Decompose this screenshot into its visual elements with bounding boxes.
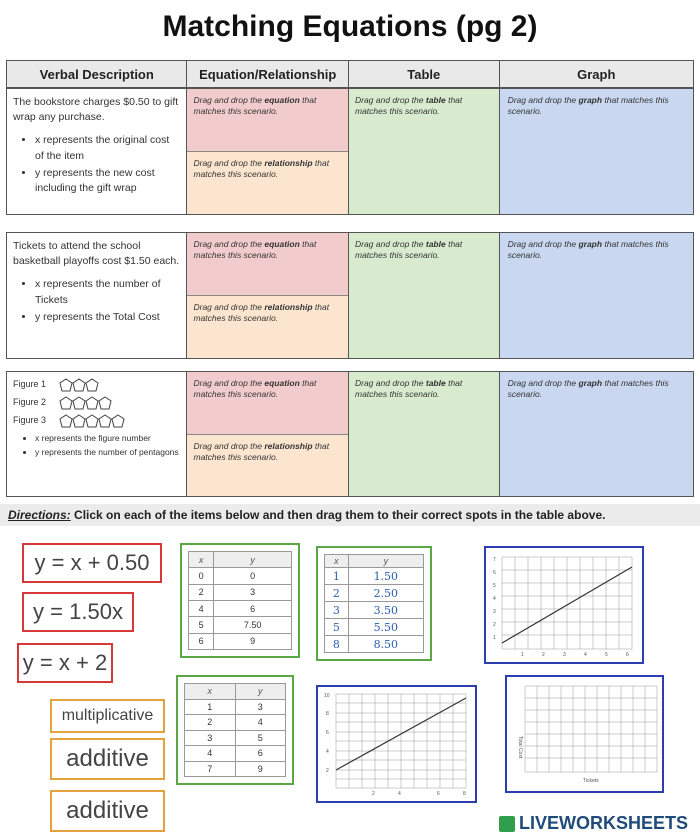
y-axis-label: Total Cost xyxy=(517,736,523,759)
verbal-description-1 xyxy=(7,89,187,214)
scenario-row-3 xyxy=(6,371,694,497)
svg-text:6: 6 xyxy=(326,730,329,736)
scenario-row-1 xyxy=(6,88,694,215)
svg-text:2: 2 xyxy=(493,622,496,628)
table-row: 2 3 xyxy=(189,584,292,600)
table-drop-zone-2[interactable]: Drag and drop the table that matches this scenario. xyxy=(349,233,500,358)
table-row: 0 0 xyxy=(189,568,292,584)
table-row: 4 6 xyxy=(189,600,292,616)
svg-text:4: 4 xyxy=(584,652,587,658)
bullet-item: • y represents the number of pentagons xyxy=(35,446,180,458)
relationship-card-1[interactable]: multiplicative xyxy=(50,699,165,733)
line-graph-1 xyxy=(490,551,638,659)
equation-relationship-column xyxy=(187,233,349,358)
svg-text:6: 6 xyxy=(493,570,496,576)
svg-text:2: 2 xyxy=(542,652,545,658)
svg-text:8: 8 xyxy=(463,791,466,797)
figure-line xyxy=(13,396,180,410)
table-row: 5 5.50 xyxy=(325,619,424,636)
table-drop-zone-3[interactable]: Drag and drop the table that matches this scenario. xyxy=(349,372,500,496)
equation-relationship-column xyxy=(187,372,349,496)
bullet-item: • x represents the original cost of the item xyxy=(35,133,180,163)
svg-text:4: 4 xyxy=(493,596,496,602)
table-row: 3 5 xyxy=(185,730,286,746)
relationship-drop-zone-3[interactable]: Drag and drop the relationship that matches this scenario. xyxy=(187,435,348,497)
equation-drop-zone-3[interactable]: Drag and drop the equation that matches this scenario. xyxy=(187,372,348,435)
graph-card-2[interactable] xyxy=(316,685,477,803)
verbal-description-2 xyxy=(7,233,187,358)
equation-card-3[interactable]: y = x + 2 xyxy=(17,643,113,683)
scenario-text: The bookstore charges $0.50 to gift wrap any purchase. xyxy=(13,96,179,124)
figure-label: Figure 3 xyxy=(13,415,47,426)
directions-lead: Directions: xyxy=(8,508,71,522)
pentagon-figure-icon xyxy=(59,414,139,428)
svg-text:2: 2 xyxy=(326,768,329,774)
table-row: 8 8.50 xyxy=(325,636,424,653)
data-table: x y 0 0 2 3 4 6 5 7.50 6 9 xyxy=(188,551,292,650)
svg-text:7: 7 xyxy=(493,557,496,563)
relationship-card-3[interactable]: additive xyxy=(50,790,165,832)
svg-text:4: 4 xyxy=(326,749,329,755)
bullet-item: • x represents the figure number xyxy=(35,432,180,444)
directions-text: Click on each of the items below and then drag them to their correct spots in the table above. xyxy=(70,508,606,522)
table-row: 4 6 xyxy=(185,746,286,762)
logo-icon xyxy=(499,816,515,832)
table-row: 3 3.50 xyxy=(325,602,424,619)
graph-drop-zone-2[interactable]: Drag and drop the graph that matches this scenario. xyxy=(500,233,693,358)
relationship-card-2[interactable]: additive xyxy=(50,738,165,780)
pentagon-figure-icon xyxy=(59,378,119,392)
scenario-text: Tickets to attend the school basketball playoffs cost $1.50 each. xyxy=(13,240,180,268)
scenario-row-2 xyxy=(6,232,694,359)
table-card-3[interactable] xyxy=(176,675,294,785)
table-row: 2 2.50 xyxy=(325,585,424,602)
equation-card-2[interactable]: y = 1.50x xyxy=(22,592,134,632)
table-row: 5 7.50 xyxy=(189,617,292,633)
table-row: 1 1.50 xyxy=(325,568,424,585)
svg-text:10: 10 xyxy=(324,693,330,699)
bullet-item: • y represents the Total Cost xyxy=(35,310,180,325)
bullet-item: • x represents the number of Tickets xyxy=(35,277,180,307)
svg-text:6: 6 xyxy=(626,652,629,658)
graph-card-1[interactable] xyxy=(484,546,644,664)
liveworksheets-logo: LIVEWORKSHEETS xyxy=(499,813,688,834)
figure-line xyxy=(13,414,180,428)
graph-card-3[interactable] xyxy=(505,675,664,793)
figure-label: Figure 2 xyxy=(13,397,47,408)
relationship-drop-zone-1[interactable]: Drag and drop the relationship that matches this scenario. xyxy=(187,152,348,214)
header-verbal: Verbal Description xyxy=(7,61,187,87)
equation-drop-zone-1[interactable]: Drag and drop the equation that matches this scenario. xyxy=(187,89,348,152)
table-row: 6 9 xyxy=(189,633,292,649)
svg-text:2: 2 xyxy=(372,791,375,797)
line-graph-2 xyxy=(322,690,471,798)
empty-graph-3 xyxy=(511,680,658,788)
header-equation: Equation/Relationship xyxy=(187,61,349,87)
svg-text:5: 5 xyxy=(493,583,496,589)
svg-text:6: 6 xyxy=(437,791,440,797)
data-table: x y 1 1.50 2 2.50 3 3.50 5 5.50 8 8.50 xyxy=(324,554,424,653)
svg-text:3: 3 xyxy=(493,609,496,615)
table-row: 2 4 xyxy=(185,715,286,731)
figure-line xyxy=(13,378,180,392)
bullet-item: • y represents the new cost including the gift wrap xyxy=(35,166,180,196)
table-row: 1 3 xyxy=(185,699,286,715)
table-header xyxy=(6,60,694,88)
header-table: Table xyxy=(349,61,500,87)
table-drop-zone-1[interactable]: Drag and drop the table that matches this scenario. xyxy=(349,89,500,214)
table-card-1[interactable] xyxy=(180,543,300,658)
equation-card-1[interactable]: y = x + 0.50 xyxy=(22,543,162,583)
svg-text:1: 1 xyxy=(521,652,524,658)
relationship-drop-zone-2[interactable]: Drag and drop the relationship that matches this scenario. xyxy=(187,296,348,358)
figure-label: Figure 1 xyxy=(13,379,47,390)
table-row: 7 9 xyxy=(185,761,286,777)
header-graph: Graph xyxy=(577,66,616,82)
equation-drop-zone-2[interactable]: Drag and drop the equation that matches this scenario. xyxy=(187,233,348,296)
equation-relationship-column xyxy=(187,89,349,214)
svg-text:5: 5 xyxy=(605,652,608,658)
x-axis-label: Tickets xyxy=(583,778,599,784)
pentagon-figure-icon xyxy=(59,396,139,410)
page-title: Matching Equations (pg 2) xyxy=(162,10,538,43)
graph-drop-zone-3[interactable]: Drag and drop the graph that matches this scenario. xyxy=(500,372,693,496)
svg-text:8: 8 xyxy=(326,711,329,717)
data-table: x y 1 3 2 4 3 5 4 6 7 9 xyxy=(184,683,286,777)
graph-drop-zone-1[interactable]: Drag and drop the graph that matches this scenario. xyxy=(500,89,693,214)
svg-text:3: 3 xyxy=(563,652,566,658)
svg-text:1: 1 xyxy=(493,635,496,641)
table-card-2[interactable] xyxy=(316,546,432,661)
directions-bar xyxy=(0,504,700,526)
svg-text:4: 4 xyxy=(398,791,401,797)
verbal-description-3 xyxy=(7,372,187,496)
